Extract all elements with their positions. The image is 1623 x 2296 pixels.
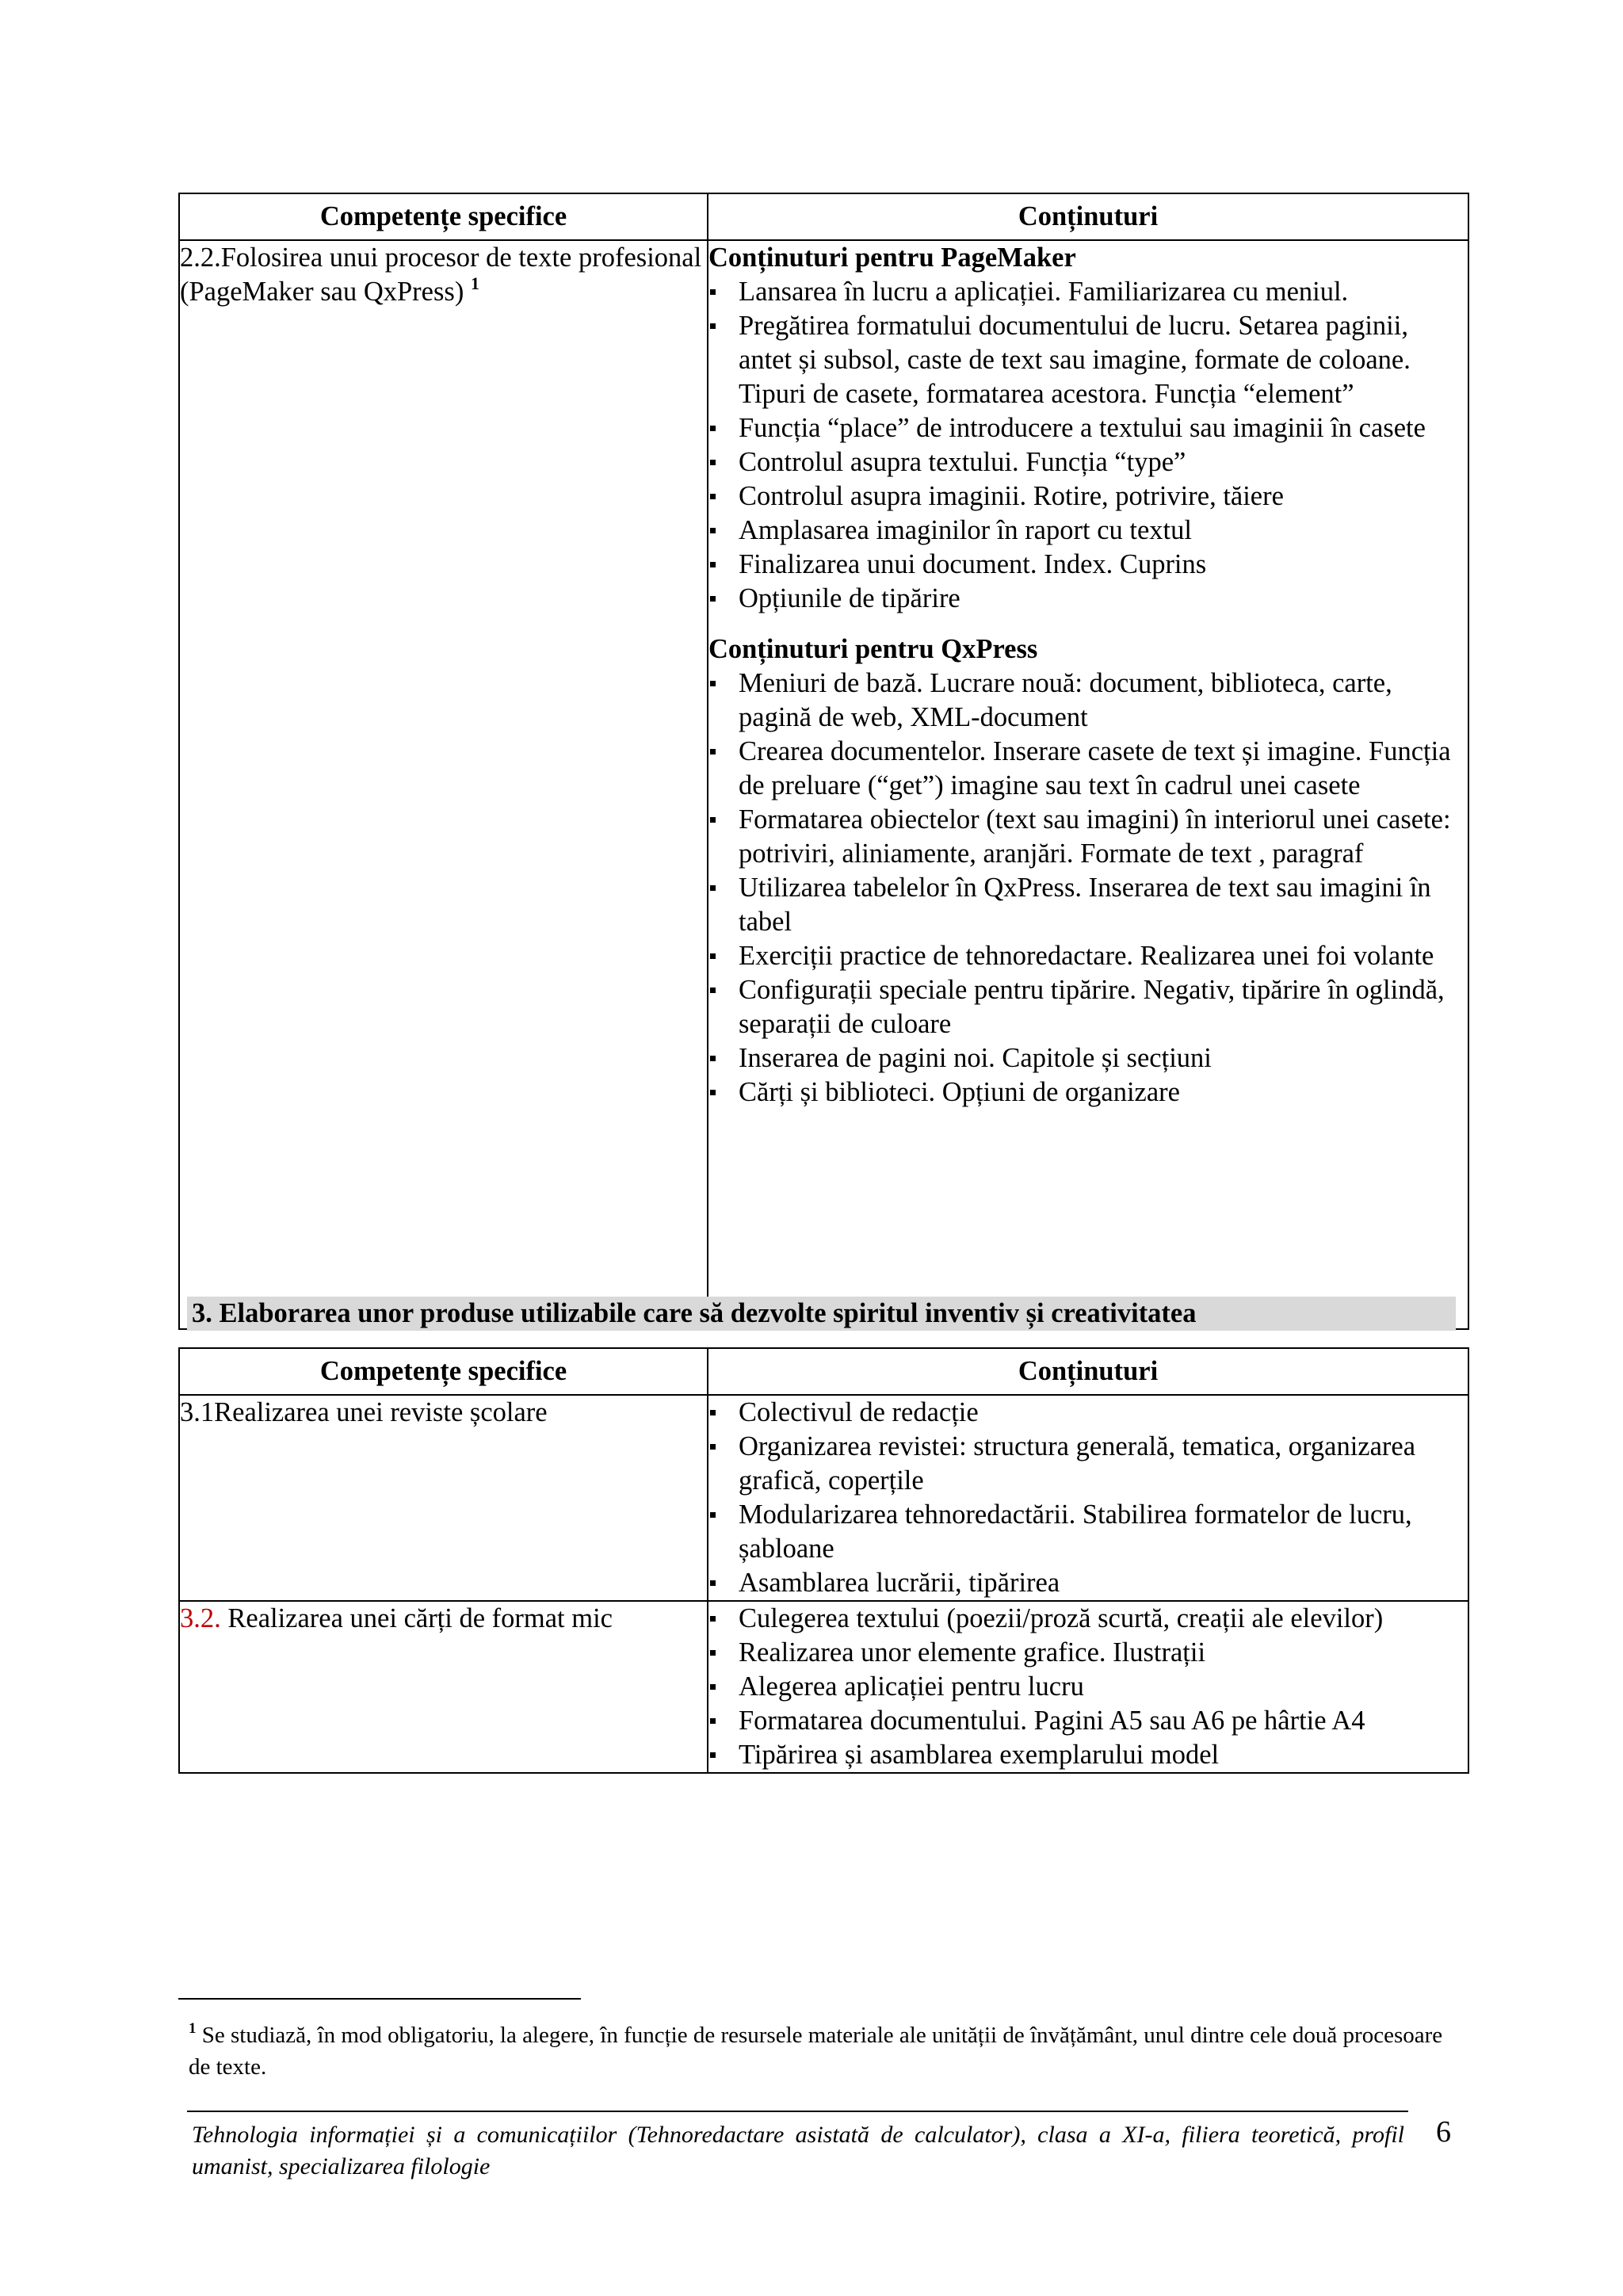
continuturi-cell [708,1395,1468,1601]
continuturi-cell [708,1601,1468,1773]
qxpress-title: Conținuturi pentru QxPress [708,634,1038,664]
list-item: Culegerea textului (poezii/proză scurtă, creații ale elevilor) [708,1602,1468,1636]
competenta-text: Realizarea unei cărți de format mic [220,1603,613,1633]
header-competente: Competențe specifice [179,1348,708,1395]
list-item: Lansarea în lucru a aplicației. Familiarizarea cu meniul. [708,275,1468,309]
list-item: Configurații speciale pentru tipărire. Negativ, tipărire în oglindă, separații de culoare [708,973,1468,1041]
section-3-heading: 3. Elaborarea unor produse utilizabile care să dezvolte spiritul inventiv și creativitatea [187,1297,1456,1331]
footer-text: Tehnologia informației și a comunicațiilor (Tehnoredactare asistată de calculator), clasa a XI-a, filiera teoretică, profil umanist, specializarea filologie [192,2122,1404,2179]
table-header-row [179,1348,1468,1395]
footnote [189,2019,1465,2083]
list-item: Cărți și biblioteci. Opțiuni de organizare [708,1075,1468,1110]
header-competente: Competențe specifice [179,193,708,240]
competenta-text: 2.2.Folosirea unui procesor de texte profesional (PageMaker sau QxPress) [180,243,702,307]
list-item: Pregătirea formatului documentului de lucru. Setarea paginii, antet și subsol, caste de text sau imagine, formate de coloane. Tipuri de casete, formatarea acestora. Funcția “element” [708,309,1468,411]
footer-separator [187,2111,1408,2112]
footnote-text: Se studiază, în mod obligatoriu, la alegere, în funcție de resursele materiale ale unității de învățământ, unul dintre cele două procesoare de texte. [189,2023,1443,2080]
list-item: Crearea documentelor. Inserare casete de text și imagine. Funcția de preluare (“get”) imagine sau text în cadrul unei casete [708,735,1468,803]
row2-list [708,1602,1468,1772]
table-row [179,1601,1468,1773]
list-item: Modularizarea tehnoredactării. Stabilirea formatelor de lucru, șabloane [708,1498,1468,1566]
list-item: Amplasarea imaginilor în raport cu textul [708,514,1468,548]
page-number: 6 [1436,2115,1451,2149]
list-item: Asamblarea lucrării, tipărirea [708,1566,1468,1600]
list-item: Formatarea documentului. Pagini A5 sau A6 pe hârtie A4 [708,1704,1468,1738]
table-row [179,1395,1468,1601]
list-item: Utilizarea tabelelor în QxPress. Inserarea de text sau imagini în tabel [708,871,1468,939]
competenta-cell [179,1601,708,1773]
header-continuturi: Conținuturi [708,193,1468,240]
list-item: Exerciții practice de tehnoredactare. Realizarea unei foi volante [708,939,1468,973]
list-item: Inserarea de pagini noi. Capitole și secțiuni [708,1041,1468,1075]
list-item: Funcția “place” de introducere a textului sau imaginii în casete [708,411,1468,445]
footnote-ref[interactable]: 1 [470,273,479,293]
pagemaker-title: Conținuturi pentru PageMaker [708,243,1076,273]
list-item: Controlul asupra textului. Funcția “type” [708,445,1468,479]
competente-table-1 [178,193,1469,1330]
table-header-row [179,193,1468,240]
competenta-number: 3.2. [180,1603,221,1633]
header-continuturi: Conținuturi [708,1348,1468,1395]
competenta-cell: 3.1Realizarea unei reviste școlare [179,1395,708,1601]
list-item: Alegerea aplicației pentru lucru [708,1670,1468,1704]
list-item: Tipărirea și asamblarea exemplarului model [708,1738,1468,1772]
pagemaker-list [708,275,1468,616]
row1-list [708,1396,1468,1600]
list-item: Finalizarea unui document. Index. Cuprins [708,548,1468,582]
list-item: Formatarea obiectelor (text sau imagini) în interiorul unei casete: potriviri, aliniamente, aranjări. Formate de text , paragraf [708,803,1468,871]
competenta-cell [179,240,708,1329]
continuturi-cell [708,240,1468,1329]
list-item: Controlul asupra imaginii. Rotire, potrivire, tăiere [708,479,1468,514]
list-item: Opțiunile de tipărire [708,582,1468,616]
list-item: Realizarea unor elemente grafice. Ilustrații [708,1636,1468,1670]
qxpress-list [708,667,1468,1110]
footnote-separator [178,1998,581,2000]
list-item: Organizarea revistei: structura generală, tematica, organizarea grafică, coperțile [708,1430,1468,1498]
table-row [179,240,1468,1329]
list-item: Colectivul de redacție [708,1396,1468,1430]
list-item: Meniuri de bază. Lucrare nouă: document, biblioteca, carte, pagină de web, XML-document [708,667,1468,735]
competente-table-2 [178,1347,1469,1774]
footnote-marker: 1 [189,2020,197,2037]
